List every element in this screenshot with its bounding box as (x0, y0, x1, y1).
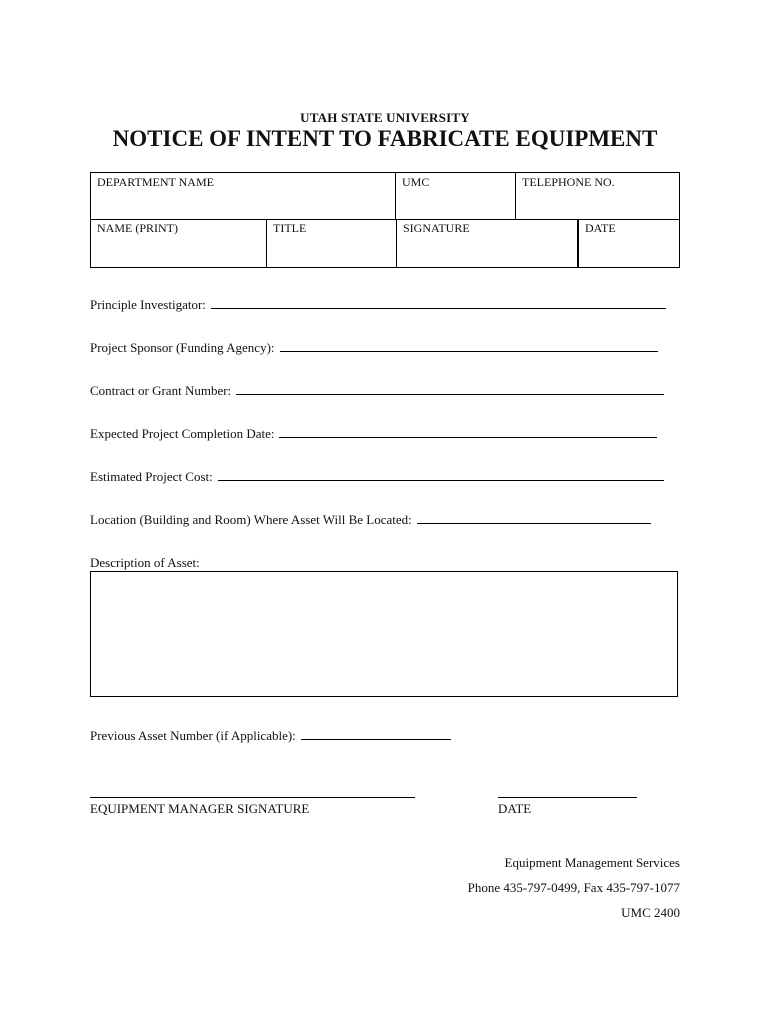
name-print-cell[interactable] (91, 219, 267, 267)
signoff-date-line[interactable] (498, 797, 637, 798)
umc-label: UMC (402, 175, 430, 189)
previous-asset-row (90, 728, 451, 744)
manager-signature-label: EQUIPMENT MANAGER SIGNATURE (90, 801, 310, 816)
completion-date-label: Expected Project Completion Date: (90, 426, 275, 441)
telephone-cell[interactable] (516, 173, 679, 219)
title-cell[interactable] (267, 219, 397, 267)
principal-investigator-input[interactable] (211, 298, 666, 309)
form-title: NOTICE OF INTENT TO FABRICATE EQUIPMENT (112, 126, 658, 151)
project-sponsor-row (90, 340, 658, 356)
manager-signature-line[interactable] (90, 797, 415, 798)
telephone-label: TELEPHONE NO. (522, 175, 615, 189)
estimated-cost-input[interactable] (218, 470, 664, 481)
description-textbox[interactable] (90, 571, 678, 697)
office-umc: UMC 2400 (621, 905, 680, 920)
estimated-cost-row (90, 469, 664, 485)
signature-label: SIGNATURE (403, 221, 470, 235)
office-contact: Phone 435-797-0499, Fax 435-797-1077 (467, 880, 680, 895)
principal-investigator-row (90, 297, 666, 313)
location-row (90, 512, 651, 528)
department-name-cell[interactable] (91, 173, 396, 219)
principal-investigator-label: Principle Investigator: (90, 297, 206, 312)
umc-cell[interactable] (396, 173, 516, 219)
previous-asset-input[interactable] (301, 729, 451, 740)
contract-grant-input[interactable] (236, 384, 664, 395)
contract-grant-row (90, 383, 664, 399)
estimated-cost-label: Estimated Project Cost: (90, 469, 213, 484)
previous-asset-label: Previous Asset Number (if Applicable): (90, 728, 296, 743)
department-name-label: DEPARTMENT NAME (97, 175, 214, 189)
date-label: DATE (585, 221, 616, 235)
contract-grant-label: Contract or Grant Number: (90, 383, 232, 398)
signature-cell[interactable] (397, 219, 578, 267)
description-row (90, 555, 200, 571)
title-label: TITLE (273, 221, 307, 235)
name-print-label: NAME (PRINT) (97, 221, 178, 235)
project-sponsor-input[interactable] (280, 341, 658, 352)
info-table-row-2 (90, 219, 680, 268)
completion-date-input[interactable] (279, 427, 657, 438)
location-input[interactable] (417, 513, 651, 524)
university-name: UTAH STATE UNIVERSITY (300, 110, 470, 125)
project-sponsor-label: Project Sponsor (Funding Agency): (90, 340, 275, 355)
office-name: Equipment Management Services (504, 855, 680, 870)
description-label: Description of Asset: (90, 555, 200, 570)
info-table-row-1 (90, 172, 680, 220)
signoff-date-label: DATE (498, 801, 532, 816)
location-label: Location (Building and Room) Where Asset Will Be Located: (90, 512, 412, 527)
completion-date-row (90, 426, 657, 442)
date-cell[interactable] (578, 219, 679, 267)
